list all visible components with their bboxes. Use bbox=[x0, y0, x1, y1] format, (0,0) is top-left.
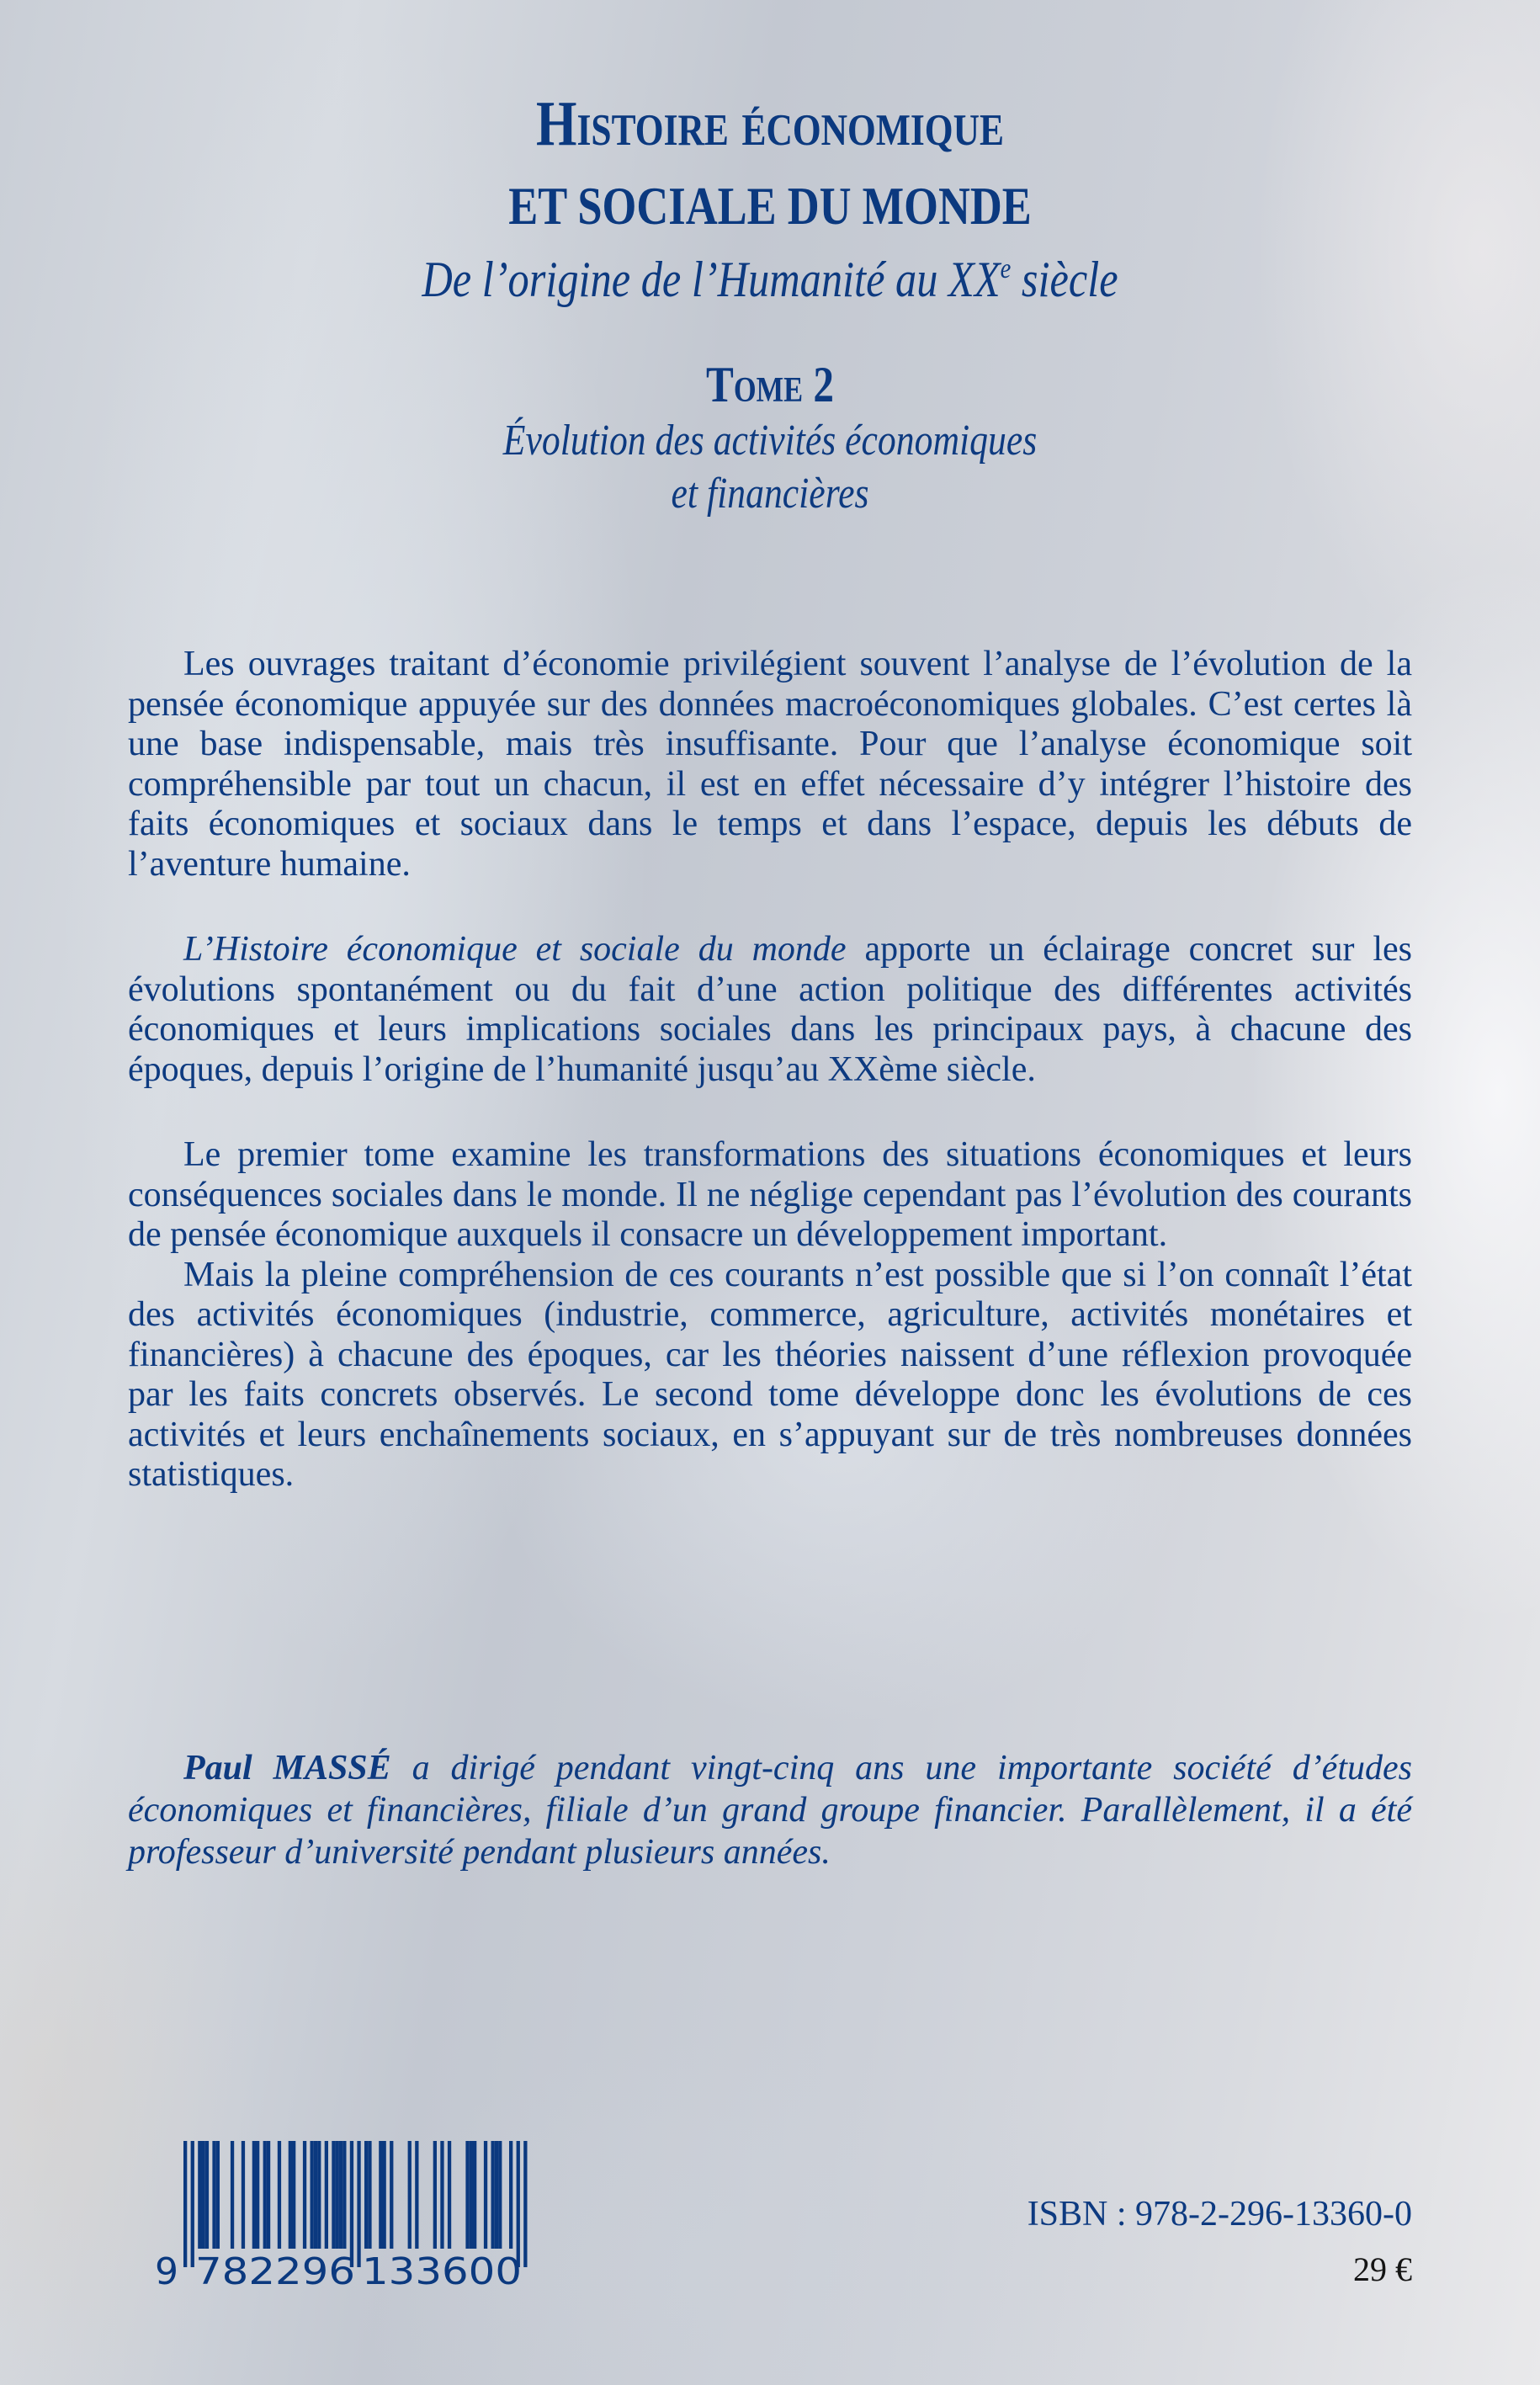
isbn-label: ISBN : 978-2-296-13360-0 bbox=[1027, 2195, 1412, 2234]
book-title-line-2: ET SOCIALE DU MONDE bbox=[508, 176, 1032, 236]
tome-subtitle-line-1: Évolution des activités économiques bbox=[502, 417, 1038, 465]
subtitle-superscript: e bbox=[1000, 253, 1012, 284]
barcode-lead-digit: 9 bbox=[155, 2250, 178, 2288]
blurb-paragraph-2 bbox=[128, 930, 1412, 1090]
back-cover-blurb bbox=[128, 645, 1412, 1495]
tome-label: Tome 2 bbox=[706, 357, 834, 412]
barcode-bars bbox=[183, 2141, 528, 2267]
blurb-paragraph-2-text: apporte un éclairage concret sur les évolutions spontanément ou du fait d’une action politique des différentes activités économiques et leurs implications sociales dans les principaux pays, à chacune des époques, depuis l’origine de l’humanité jusqu’au XXème siècle. bbox=[128, 930, 1412, 1089]
blurb-paragraph-3: Le premier tome examine les transformations des situations économiques et leurs conséquences sociales dans le monde. Il ne néglige cependant pas l’évolution des courants de pensée économique auxquels il consacre un développement important. bbox=[128, 1135, 1412, 1254]
price-label: 29 € bbox=[1353, 2250, 1412, 2288]
blurb-paragraph-4: Mais la pleine compréhension de ces courants n’est possible que si l’on connaît l’état des activités économiques (industrie, commerce, agriculture, activités monétaires et financières) à chacune des époques, car les théories naissent d’une réflexion provoquée par les faits concrets observés. Le second tome développe donc les évolutions de ces activités et leurs enchaînements sociaux, en s’appuyant sur de très nombreuses données statistiques. bbox=[128, 1255, 1412, 1494]
barcode-left-digits: 782296 bbox=[195, 2250, 355, 2288]
author-bio-text: a dirigé pendant vingt-cinq ans une importante société d’études économiques et financières, filiale d’un grand groupe financier. Parallèlement, il a été professeur d’université pendant plusieurs années. bbox=[128, 1749, 1412, 1872]
tome-subtitle-line-2: et financières bbox=[671, 470, 869, 518]
book-title-reference: L’Histoire économique et sociale du monde bbox=[183, 930, 847, 969]
ean13-barcode bbox=[141, 2141, 537, 2288]
author-bio-paragraph bbox=[128, 1747, 1412, 1873]
barcode-right-digits: 133600 bbox=[362, 2250, 522, 2288]
author-bio bbox=[128, 1747, 1412, 1873]
author-name: Paul MASSÉ bbox=[183, 1749, 391, 1787]
subtitle-text: De l’origine de l’Humanité au XX bbox=[422, 252, 1001, 307]
blurb-paragraph-1: Les ouvrages traitant d’économie privilégient souvent l’analyse de l’évolution de la pensée économique appuyée sur des données macroéconomiques globales. C’est certes là une base indispensable, mais très insuffisante. Pour que l’analyse économique soit compréhensible par tout un chacun, il est en effet nécessaire d’y intégrer l’histoire des faits économiques et sociaux dans le temps et dans l’espace, depuis les débuts de l’aventure humaine. bbox=[128, 645, 1412, 884]
book-subtitle bbox=[123, 249, 1416, 310]
book-title-line-1: Histoire économique bbox=[536, 88, 1004, 159]
subtitle-text-end: siècle bbox=[1011, 252, 1118, 307]
